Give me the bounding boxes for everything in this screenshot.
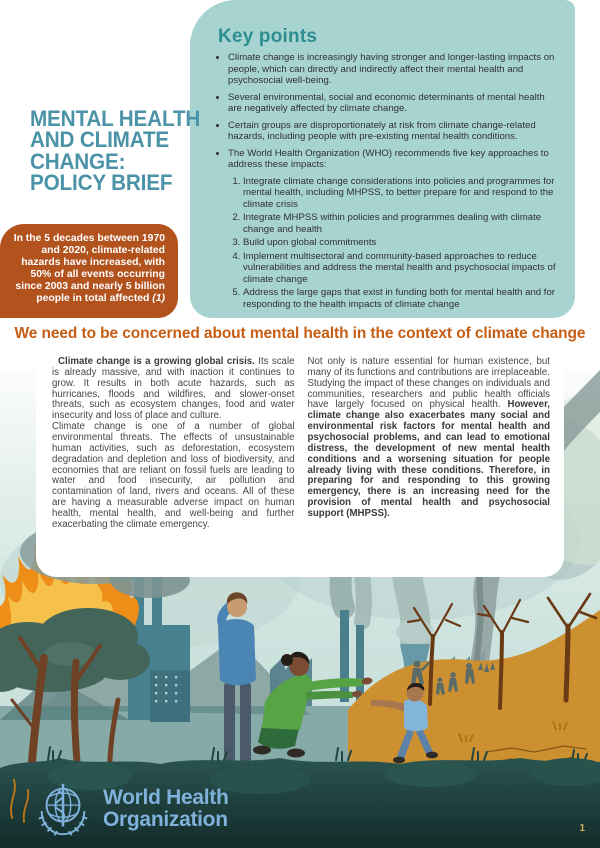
body-column-left bbox=[52, 357, 295, 577]
brief-title-line: MENTAL HEALTH bbox=[30, 106, 201, 131]
approach-item: 5. Address the large gaps that exist in funding both for mental health and for responding to the health impacts of climate change bbox=[243, 287, 561, 310]
approach-item: 4. Implement multisectoral and community-based approaches to reduce vulnerabilities and address the mental health and psychosocial impacts of climate change bbox=[243, 251, 561, 286]
brief-title bbox=[30, 108, 200, 194]
key-point-item: • Certain groups are disproportionately at risk from climate change-related hazards, including people with pre-existing mental health conditions. bbox=[228, 120, 561, 143]
approach-item: 3. Build upon global commitments bbox=[243, 237, 561, 249]
key-point-item: • The World Health Organization (WHO) recommends five key approaches to address these impacts: bbox=[228, 148, 561, 171]
who-wordmark: World Health Organization bbox=[103, 786, 229, 831]
body-column-right bbox=[308, 357, 551, 577]
stat-callout bbox=[0, 224, 178, 318]
body-emphasis-bold: However, climate change also exacerbates many social and environmental risk factors for mental health and psychosocial problems, and can lead to emotional distress, the development of new mental health conditions and a worsening situation for people already living with these conditions. Therefore, in preparing for and responding to this growing emergency, there is an increasing need for the provision of mental health and psychosocial support (MHPSS). bbox=[307, 399, 550, 520]
brief-title-line: POLICY BRIEF bbox=[30, 170, 173, 196]
brief-title-line: AND CLIMATE bbox=[30, 127, 170, 153]
body-paragraph: Not only is nature essential for human existence, but many of its functions and contributions are irreplaceable. bbox=[307, 356, 550, 378]
body-text-panel bbox=[36, 345, 564, 577]
key-point-item: • Several environmental, social and economic determinants of mental health are negatively affected by climate change. bbox=[228, 92, 561, 115]
body-paragraph: Climate change is one of a number of global environmental threats. The effects of unsustainable human activities, such as deforestation, ecosystem degradation and depletion and loss of biodiversity, and economies that are reliant on fossil fuels are leading to water and food insecurity, air pollution and contamination of land, rivers and oceans. All of these are having a measurable adverse impact on human health, mental health, and well-being and further exacerbating the climate emergency. bbox=[52, 421, 295, 530]
body-paragraph: Climate change is a growing global crisis. Its scale is already massive, and with inaction it continues to grow. It results in both acute hazards, such as hurricanes, floods and wildfires, and slower-onset threats, such as ecosystem changes, food and water insecurity and loss of place and culture. bbox=[52, 356, 295, 422]
key-points-heading: Key points bbox=[218, 26, 318, 47]
brief-title-line: CHANGE: bbox=[30, 148, 126, 174]
who-logo-icon bbox=[32, 778, 94, 840]
stat-text: In the 5 decades between 1970 and 2020, climate-related hazards have increased, with 50% of all events occurring since 2003 and nearly 5 billion people in total affected bbox=[13, 233, 165, 305]
approach-item: 2. Integrate MHPSS within policies and programmes dealing with climate change and health bbox=[243, 212, 561, 235]
key-points-panel bbox=[190, 0, 575, 318]
approach-item: 1. Integrate climate change considerations into policies and programmes for mental health, including MHPSS, to better prepare for and respond to the climate crisis bbox=[243, 176, 561, 211]
key-approaches-list bbox=[230, 176, 561, 311]
key-points-list bbox=[216, 52, 561, 171]
page-number: 1 bbox=[579, 823, 585, 834]
stat-reference: (1) bbox=[152, 293, 165, 305]
body-lead-bold: Climate change is a growing global crisis. bbox=[58, 356, 255, 367]
key-point-item: • Climate change is increasingly having stronger and longer-lasting impacts on people, which can directly and indirectly affect their mental health and psychosocial well-being. bbox=[228, 52, 561, 87]
body-paragraph: Studying the impact of these changes on individuals and communities, researchers and public health officials have largely focused on physical health. However, climate change also exacerbates many social and environmental risk factors for mental health and psychosocial problems, and can lead to emotional distress, the development of new mental health conditions and a worsening situation for people already living with these conditions. Therefore, in preparing for and responding to this growing emergency, there is an increasing need for the provision of mental health and psychosocial support (MHPSS). bbox=[307, 377, 550, 520]
section-heading: We need to be concerned about mental health in the context of climate change bbox=[14, 325, 586, 342]
who-footer bbox=[32, 778, 229, 840]
